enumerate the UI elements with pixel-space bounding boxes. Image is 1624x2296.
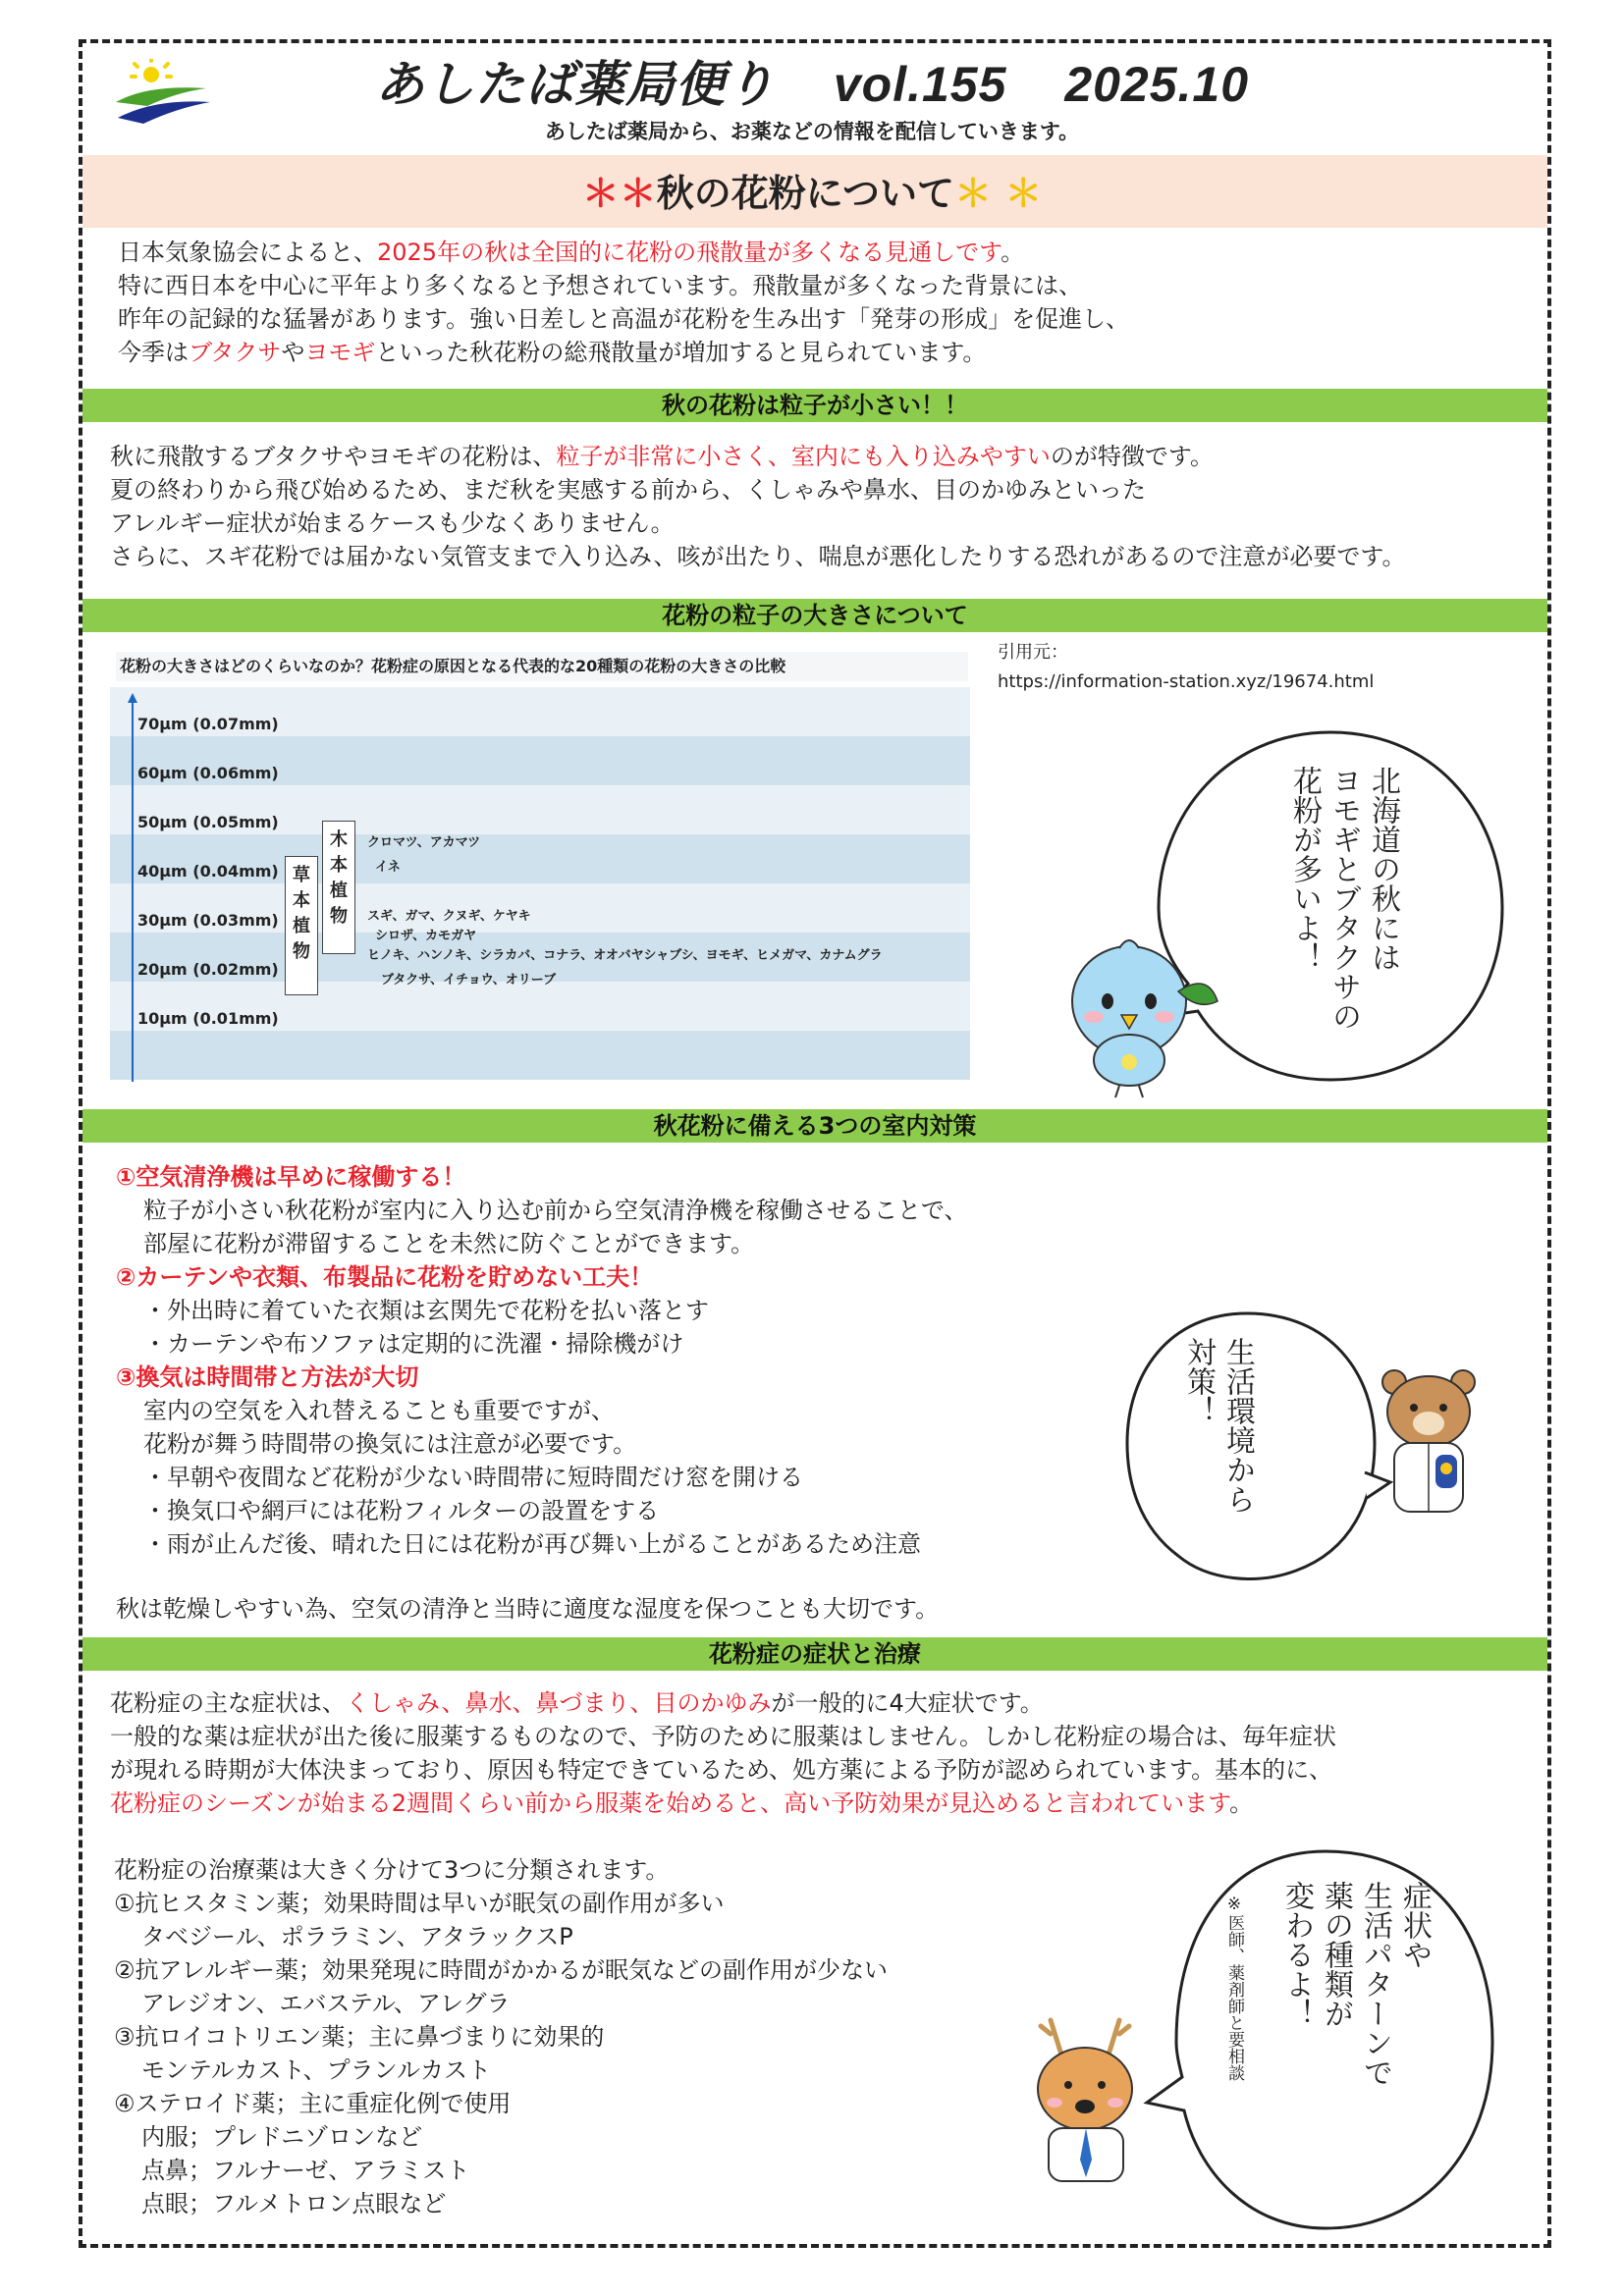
treatment-3-drugs: モンテルカスト、プランルカスト: [141, 2056, 492, 2084]
issue-date: 2025.10: [1064, 57, 1250, 112]
y-tick-label: 10μm (0.01mm): [137, 1009, 279, 1028]
y-tick-label: 70μm (0.07mm): [137, 715, 279, 733]
star-right-2: ＊: [1004, 172, 1043, 215]
measure-closing: 秋は乾燥しやすい為、空気の清浄と当時に適度な湿度を保つことも大切です。: [116, 1595, 940, 1623]
y-tick-label: 40μm (0.04mm): [137, 862, 279, 881]
section1-line-4: さらに、スギ花粉では届かない気管支まで入り込み、咳が出たり、喘息が悪化したりする恐れがあるので注意が必要です。: [110, 543, 1406, 570]
measure-1-text-a: 粒子が小さい秋花粉が室内に入り込む前から空気清浄機を稼働させることで、: [143, 1197, 968, 1224]
y-tick-label: 60μm (0.06mm): [137, 764, 279, 782]
pollen-item-label: シロザ、カモガヤ: [375, 929, 477, 943]
treatment-4: ④ステロイド薬；主に重症化例で使用: [114, 2090, 512, 2117]
topic-text: 秋の花粉について: [656, 172, 954, 215]
speech-bubble: [1119, 1306, 1394, 1590]
volume-number: vol.155: [833, 57, 1007, 112]
topic-title: [0, 163, 1624, 217]
measure-2-text-b: ・カーテンや布ソファは定期的に洗濯・掃除機がけ: [143, 1330, 684, 1358]
pollen-item-label: イネ: [375, 860, 401, 875]
newsletter-subtitle: あしたば薬局から、お薬などの情報を配信していきます。: [544, 120, 1080, 143]
section1-line-2: 夏の終わりから飛び始めるため、まだ秋を実感する前から、くしゃみや鼻水、目のかゆみといった: [110, 476, 1147, 504]
bear-character-illustration: [1365, 1364, 1502, 1531]
newsletter-title: [0, 45, 1624, 116]
intro-line-4: 今季はブタクサやヨモギといった秋花粉の総飛散量が増加すると見られています。: [118, 339, 987, 366]
section-heading-small-particles: 秋の花粉は粒子が小さい！！: [82, 389, 1547, 422]
treatment-1-drugs: タベジール、ポララミン、アタラックスP: [141, 1923, 573, 1950]
section1-line-3: アレルギー症状が始まるケースも少なくありません。: [110, 509, 675, 537]
y-tick-label: 30μm (0.03mm): [137, 911, 279, 930]
bubble-text-lifestyle: 生活環境から 対策！: [1181, 1337, 1255, 1514]
measure-2-text-a: ・外出時に着ていた衣類は玄関先で花粉を払い落とす: [143, 1297, 709, 1324]
treatment-4-nasal: 点鼻；フルナーゼ、アラミスト: [141, 2157, 470, 2184]
treatment-2: ②抗アレルギー薬；効果発現に時間がかかるが眠気などの副作用が少ない: [114, 1956, 888, 1984]
citation-label: 引用元：: [998, 642, 1068, 663]
treatment-4-eye: 点眼；フルメトロン点眼など: [141, 2190, 447, 2217]
star-right-1: ＊: [954, 172, 993, 215]
treatment-4-oral: 内服；プレドニゾロンなど: [141, 2123, 423, 2151]
measure-3-text-d: ・換気口や網戸には花粉フィルターの設置をする: [143, 1497, 660, 1524]
section1-line-1: 秋に飛散するブタクサやヨモギの花粉は、粒子が非常に小さく、室内にも入り込みやすいのが特徴です。: [110, 443, 1214, 470]
measure-1-text-b: 部屋に花粉が滞留することを未然に防ぐことができます。: [143, 1230, 755, 1257]
treatment-2-drugs: アレジオン、エバステル、アレグラ: [141, 1990, 511, 2017]
pollen-item-label: スギ、ガマ、クヌギ、ケヤキ: [367, 909, 531, 924]
citation-url[interactable]: https://information-station.xyz/19674.html: [998, 671, 1375, 692]
section4-line-4: 花粉症のシーズンが始まる2週間くらい前から服薬を始めると、高い予防効果が見込めると言われています。: [110, 1789, 1254, 1817]
chart-stripe: [110, 1031, 970, 1080]
title-text: あしたば薬局便り: [374, 57, 776, 112]
measure-1-heading: ①空気清浄機は早めに稼働する！: [116, 1163, 466, 1191]
category-woody: 木本植物: [322, 821, 355, 954]
section-heading-indoor-measures: 秋花粉に備える3つの室内対策: [82, 1109, 1547, 1143]
pollen-item-label: クロマツ、アカマツ: [367, 835, 481, 850]
measure-3-text-a: 室内の空気を入れ替えることも重要ですが、: [143, 1397, 615, 1424]
bubble-note: ※医師、薬剤師と要相談: [1224, 1895, 1244, 2081]
bird-character-illustration: [1060, 933, 1237, 1099]
intro-line-2: 特に西日本を中心に平年より多くなると予想されています。飛散量が多くなった背景には、: [118, 272, 1083, 299]
y-tick-label: 50μm (0.05mm): [137, 813, 279, 831]
pollen-size-chart: [110, 648, 970, 1086]
measure-3-heading: ③換気は時間帯と方法が大切: [116, 1363, 419, 1391]
star-left: ＊＊: [581, 172, 657, 215]
treatment-3: ③抗ロイコトリエン薬；主に鼻づまりに効果的: [114, 2023, 605, 2051]
intro-line-1: 日本気象協会によると、2025年の秋は全国的に花粉の飛散量が多くなる見通しです。: [118, 239, 1025, 266]
measure-3-text-b: 花粉が舞う時間帯の換気には注意が必要です。: [143, 1430, 637, 1458]
section4-line-2: 一般的な薬は症状が出た後に服薬するものなので、予防のために服薬はしません。しかし花粉症の場合は、毎年症状: [110, 1723, 1336, 1750]
section-heading-particle-size: 花粉の粒子の大きさについて: [82, 599, 1547, 632]
bubble-text-hokkaido: 北海道の秋には ヨモギとブタクサの 花粉が多いよ！: [1287, 766, 1400, 1031]
intro-line-3: 昨年の記録的な猛暑があります。強い日差しと高温が花粉を生み出す「発芽の形成」を促進し、: [118, 305, 1130, 333]
bubble-text-medication: 症状や 生活パターンで 薬の種類が 変わるよ！: [1279, 1881, 1432, 2087]
section-heading-symptoms-treatment: 花粉症の症状と治療: [82, 1637, 1547, 1671]
treatment-1: ①抗ヒスタミン薬；効果時間は早いが眠気の副作用が多い: [114, 1890, 725, 1917]
treatment-intro: 花粉症の治療薬は大きく分けて3つに分類されます。: [114, 1856, 670, 1884]
section4-line-1: 花粉症の主な症状は、くしゃみ、鼻水、鼻づまり、目のかゆみが一般的に4大症状です。: [110, 1689, 1044, 1717]
pollen-item-label: ヒノキ、ハンノキ、シラカバ、コナラ、オオバヤシャブシ、ヨモギ、ヒメガマ、カナムグラ: [367, 948, 883, 963]
deer-character-illustration: [1011, 2012, 1168, 2189]
chart-title: 花粉の大きさはどのくらいなのか？花粉症の原因となる代表的な20種類の花粉の大きさの比較: [116, 652, 968, 681]
section4-line-3: が現れる時期が大体決まっており、原因も特定できているため、処方薬による予防が認められています。基本的に、: [110, 1756, 1333, 1784]
measure-2-heading: ②カーテンや衣類、布製品に花粉を貯めない工夫！: [116, 1263, 654, 1291]
measure-3-text-e: ・雨が止んだ後、晴れた日には花粉が再び舞い上がることがあるため注意: [143, 1530, 921, 1558]
pollen-item-label: ブタクサ、イチョウ、オリーブ: [381, 973, 557, 988]
category-herbaceous: 草本植物: [285, 856, 318, 995]
measure-3-text-c: ・早朝や夜間など花粉が少ない時間帯に短時間だけ窓を開ける: [143, 1464, 803, 1491]
y-tick-label: 20μm (0.02mm): [137, 960, 279, 979]
